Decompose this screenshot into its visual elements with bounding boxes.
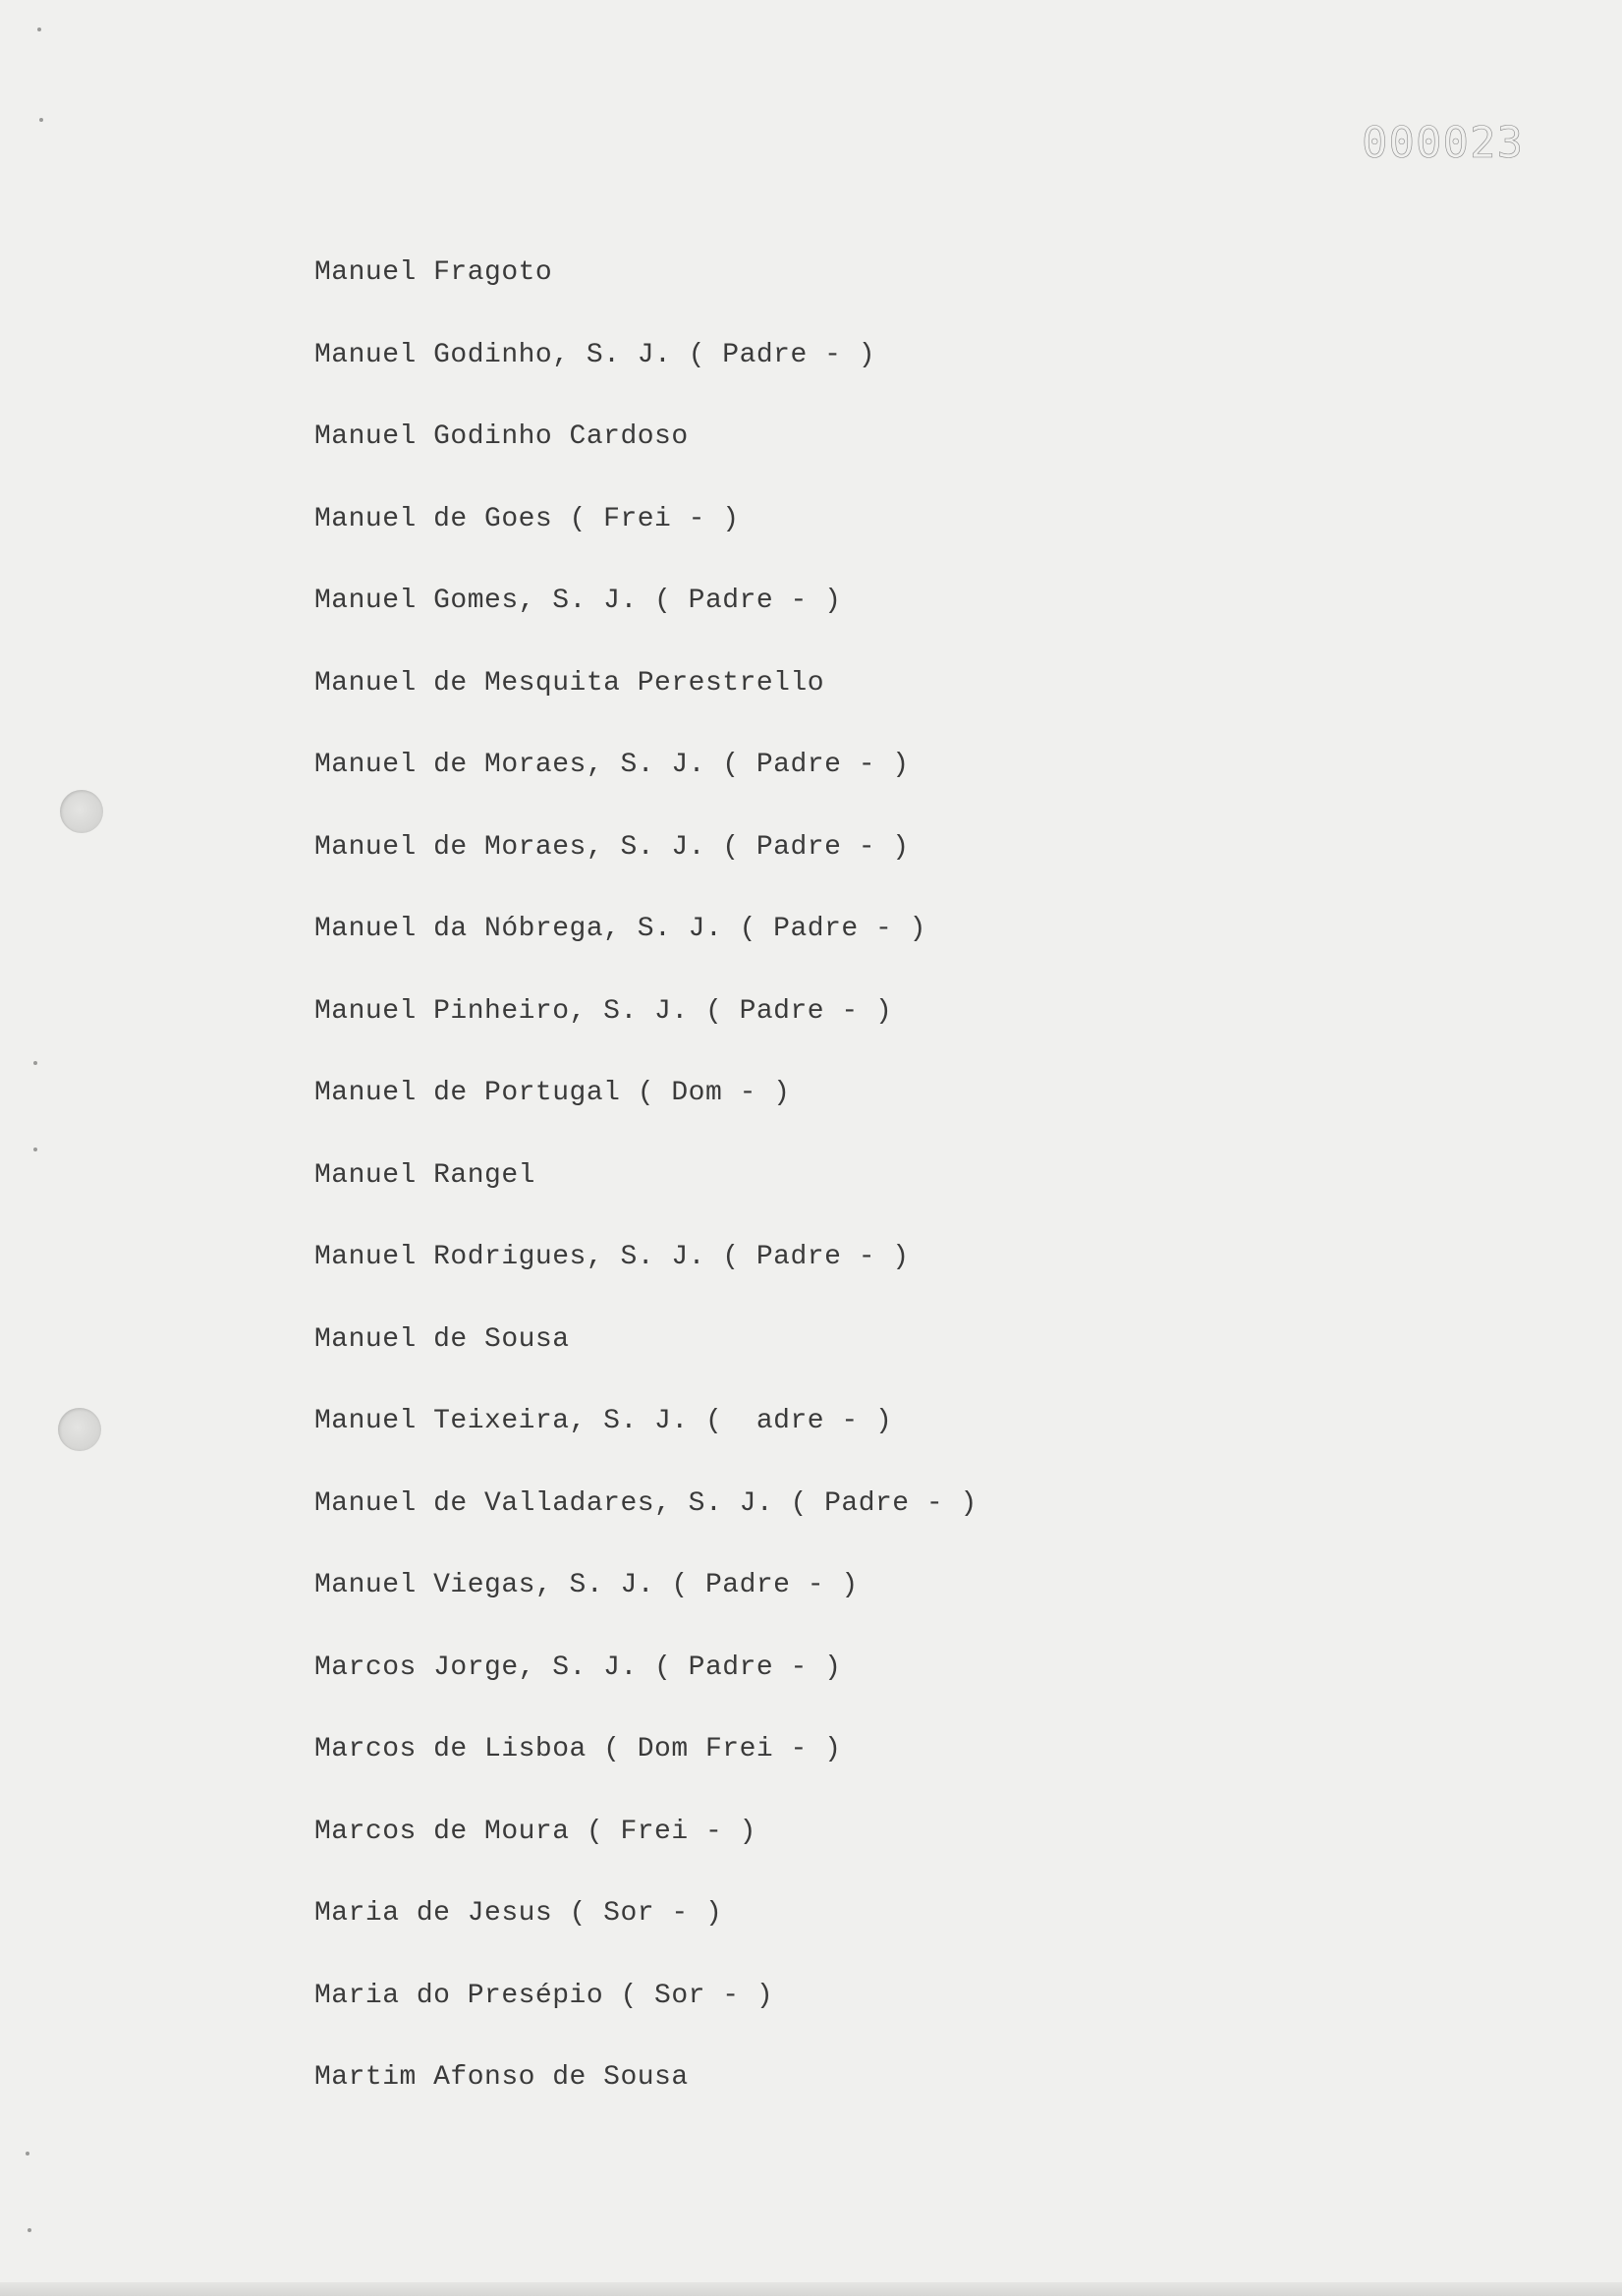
list-item: Manuel de Moraes, S. J. ( Padre - ) — [314, 831, 910, 863]
list-item: Manuel Godinho, S. J. ( Padre - ) — [314, 339, 875, 370]
list-item: Manuel da Nóbrega, S. J. ( Padre - ) — [314, 914, 926, 944]
list-item: Manuel Pinheiro, S. J. ( Padre - ) — [314, 995, 893, 1027]
list-item: Manuel de Mesquita Perestrello — [314, 667, 825, 699]
page-number: 000023 — [1362, 118, 1524, 168]
list-item: Maria do Presépio ( Sor - ) — [314, 1980, 774, 2011]
paper-speck — [33, 1061, 37, 1065]
name-list — [314, 232, 978, 2119]
list-item: Manuel de Goes ( Frei - ) — [314, 503, 740, 534]
list-item: Manuel Gomes, S. J. ( Padre - ) — [314, 586, 842, 616]
list-item: Manuel Rangel — [314, 1159, 535, 1191]
list-item: Manuel de Valladares, S. J. ( Padre - ) — [314, 1487, 978, 1519]
paper-speck — [39, 118, 43, 122]
list-item: Manuel Teixeira, S. J. ( adre - ) — [314, 1406, 893, 1436]
list-item: Manuel de Portugal ( Dom - ) — [314, 1078, 791, 1108]
list-item: Manuel de Sousa — [314, 1323, 570, 1355]
list-item: Maria de Jesus ( Sor - ) — [314, 1898, 723, 1929]
list-item: Manuel Godinho Cardoso — [314, 421, 689, 452]
list-item: Marcos de Moura ( Frei - ) — [314, 1816, 756, 1847]
list-item: Marcos Jorge, S. J. ( Padre - ) — [314, 1652, 842, 1683]
punch-hole — [58, 1408, 101, 1451]
list-item: Martim Afonso de Sousa — [314, 2062, 689, 2093]
list-item: Manuel Rodrigues, S. J. ( Padre - ) — [314, 1242, 910, 1272]
list-item: Manuel Fragoto — [314, 257, 553, 288]
page-bottom-edge — [0, 2282, 1622, 2296]
paper-speck — [37, 28, 41, 31]
list-item: Manuel de Moraes, S. J. ( Padre - ) — [314, 750, 910, 780]
list-item: Marcos de Lisboa ( Dom Frei - ) — [314, 1734, 842, 1764]
list-item: Manuel Viegas, S. J. ( Padre - ) — [314, 1570, 859, 1600]
paper-speck — [28, 2228, 31, 2232]
paper-speck — [33, 1148, 37, 1151]
paper-speck — [26, 2152, 29, 2156]
punch-hole — [60, 790, 103, 833]
